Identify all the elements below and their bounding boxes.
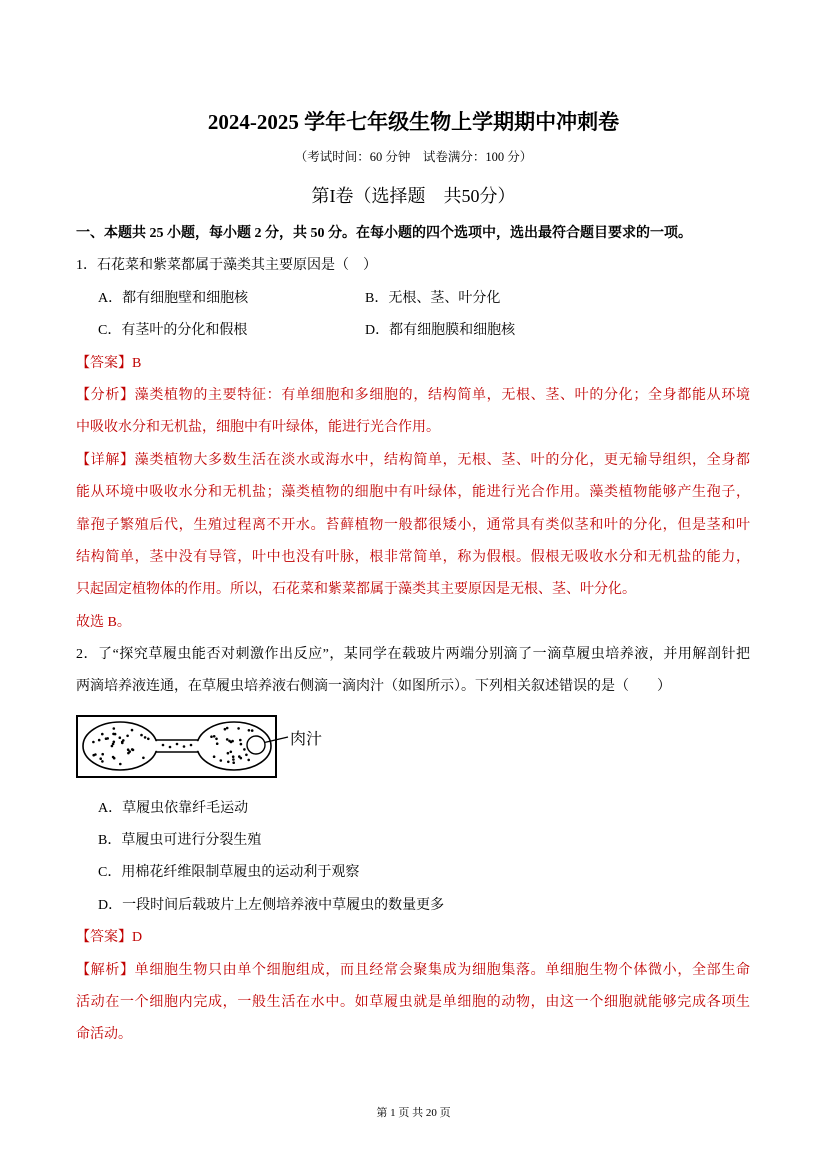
analysis: [76, 380, 750, 445]
paramecium-dot: [230, 741, 233, 744]
paramecium-dot: [226, 738, 229, 741]
question-2: [76, 639, 750, 1052]
paramecium-dot: [101, 760, 104, 763]
paramecium-slide-figure: [76, 704, 750, 793]
paramecium-dot: [251, 729, 254, 732]
paramecium-dot: [213, 735, 216, 738]
paramecium-dot: [216, 742, 219, 745]
explanation-line: 【解析】单细胞生物只由单个细胞组成，而且经常会聚集成为细胞集落。单细胞生物个体微小，全部生命: [76, 962, 750, 978]
option-d: D．一段时间后载玻片上左侧培养液中草履虫的数量更多: [98, 897, 445, 913]
paramecium-dot: [126, 734, 129, 737]
paramecium-dot: [98, 739, 101, 742]
explanation: [76, 955, 750, 1052]
option-b: B．无根、茎、叶分化: [365, 290, 501, 306]
paramecium-dot: [190, 744, 193, 747]
paramecium-dot: [227, 760, 230, 763]
question-stem: 2．了“探究草履虫能否对刺激作出反应”，某同学在载玻片两端分别滴了一滴草履虫培养液，并用解剖针把: [76, 647, 750, 663]
paramecium-dot: [113, 757, 116, 760]
paramecium-dot: [213, 755, 216, 758]
section-instruction: 一、本题共 25 小题，每小题 2 分，共 50 分。在每小题的四个选项中，选出最符合题目要求的一项。: [76, 226, 692, 241]
paramecium-dot: [119, 736, 122, 739]
detail-line: 【详解】藻类植物大多数生活在淡水或海水中，结构简单，无根、茎、叶的分化，更无输导组织，全身都: [76, 452, 750, 468]
paramecium-dot: [226, 727, 229, 730]
paramecium-dot: [220, 759, 223, 762]
paramecium-dot: [227, 752, 230, 755]
option-c: C．用棉花纤维限制草履虫的运动利于观察: [98, 865, 360, 881]
paramecium-dot: [232, 758, 235, 761]
analysis-line: 【分析】藻类植物的主要特征：有单细胞和多细胞的，结构简单，无根、茎、叶的分化；全身都能从环境: [76, 387, 750, 403]
paramecium-dot: [245, 753, 248, 756]
paramecium-dot: [147, 737, 150, 740]
paramecium-dot: [183, 745, 186, 748]
paramecium-dot: [232, 761, 235, 764]
paramecium-dot: [240, 743, 243, 746]
paramecium-dot: [121, 741, 124, 744]
paramecium-dot: [224, 728, 227, 731]
paramecium-dot: [237, 727, 240, 730]
paramecium-dot: [140, 734, 143, 737]
paramecium-dot: [247, 758, 250, 761]
option-row: [76, 283, 750, 315]
option-c: C．有茎叶的分化和假根: [98, 323, 248, 339]
paramecium-dot: [113, 727, 116, 730]
explanation-line: 活动在一个细胞内完成，一般生活在水中。如草履虫就是单细胞的动物，由这一个细胞就能够完成各项生: [76, 995, 750, 1010]
paramecium-dot: [99, 757, 102, 760]
paramecium-dot: [119, 763, 122, 766]
paramecium-dot: [128, 750, 131, 753]
answer: 【答案】D: [76, 930, 143, 946]
paramecium-dot: [101, 733, 104, 736]
option-d: D．都有细胞膜和细胞核: [365, 323, 516, 339]
paramecium-dot: [131, 748, 134, 751]
paramecium-dot: [238, 755, 241, 758]
paramecium-dot: [210, 735, 213, 738]
detail-line: 能从环境中吸收水分和无机盐；藻类植物的细胞中有叶绿体，能进行光合作用。藻类植物能够产生孢子，: [76, 485, 750, 501]
meat-juice-label: 肉汁: [290, 728, 323, 748]
option-b: B．草履虫可进行分裂生殖: [98, 833, 262, 849]
paramecium-dot: [92, 741, 95, 744]
paramecium-dot: [105, 737, 108, 740]
option-row: [76, 315, 750, 347]
paramecium-dot: [144, 736, 147, 739]
paramecium-dot: [101, 753, 104, 756]
paramecium-dot: [215, 737, 218, 740]
detail-line: 结构简单，茎中没有导管，叶中也没有叶脉，根非常简单，称为假根。假根无吸收水分和无机盐的能力，: [76, 549, 750, 565]
paramecium-dot: [248, 729, 251, 732]
paramecium-dot: [142, 756, 145, 759]
paramecium-dot: [169, 746, 172, 749]
section-title: 第I卷（选择题 共50分）: [311, 186, 516, 206]
paramecium-dot: [232, 755, 235, 758]
answer: 【答案】B: [76, 355, 142, 371]
channel-mask: [152, 741, 202, 751]
question-content: [76, 218, 750, 1052]
paramecium-dot: [230, 750, 233, 753]
question-stem: 1．石花菜和紫菜都属于藻类其主要原因是（ ）: [76, 258, 377, 274]
paramecium-dot: [239, 739, 242, 742]
paramecium-dot: [114, 733, 117, 736]
conclusion: 故选 B。: [76, 614, 131, 630]
paramecium-dot: [243, 748, 246, 751]
explanation-line: 命活动。: [76, 1027, 132, 1043]
paramecium-dot: [92, 754, 95, 757]
exam-info: （考试时间：60 分钟 试卷满分：100 分）: [294, 150, 533, 164]
paramecium-dot: [131, 729, 134, 732]
paramecium-dot: [113, 740, 116, 743]
detail: [76, 445, 750, 607]
option-a: A．都有细胞壁和细胞核: [98, 290, 249, 306]
analysis-line: 中吸收水分和无机盐，细胞中有叶绿体，能进行光合作用。: [76, 420, 440, 436]
page-number: 第 1 页 共 20 页: [376, 1107, 451, 1119]
question-1: [76, 250, 750, 639]
slide-diagram: [76, 704, 346, 793]
detail-line: 只起固定植物体的作用。所以，石花菜和紫菜都属于藻类其主要原因是无根、茎、叶分化。: [76, 582, 636, 598]
question-stem: 两滴培养液连通，在草履虫培养液右侧滴一滴肉汁（如图所示）。下列相关叙述错误的是（ ）: [76, 679, 671, 695]
detail-line: 靠孢子繁殖后代，生殖过程离不开水。苔藓植物一般都很矮小，通常具有类似茎和叶的分化，但是茎和叶: [76, 517, 750, 533]
option-a: A．草履虫依靠纤毛运动: [98, 800, 249, 816]
paramecium-dot: [162, 744, 165, 747]
paramecium-dot: [176, 743, 179, 746]
meat-juice-drop: [247, 736, 265, 754]
exam-title: 2024-2025 学年七年级生物上学期期中冲刺卷: [207, 110, 620, 134]
